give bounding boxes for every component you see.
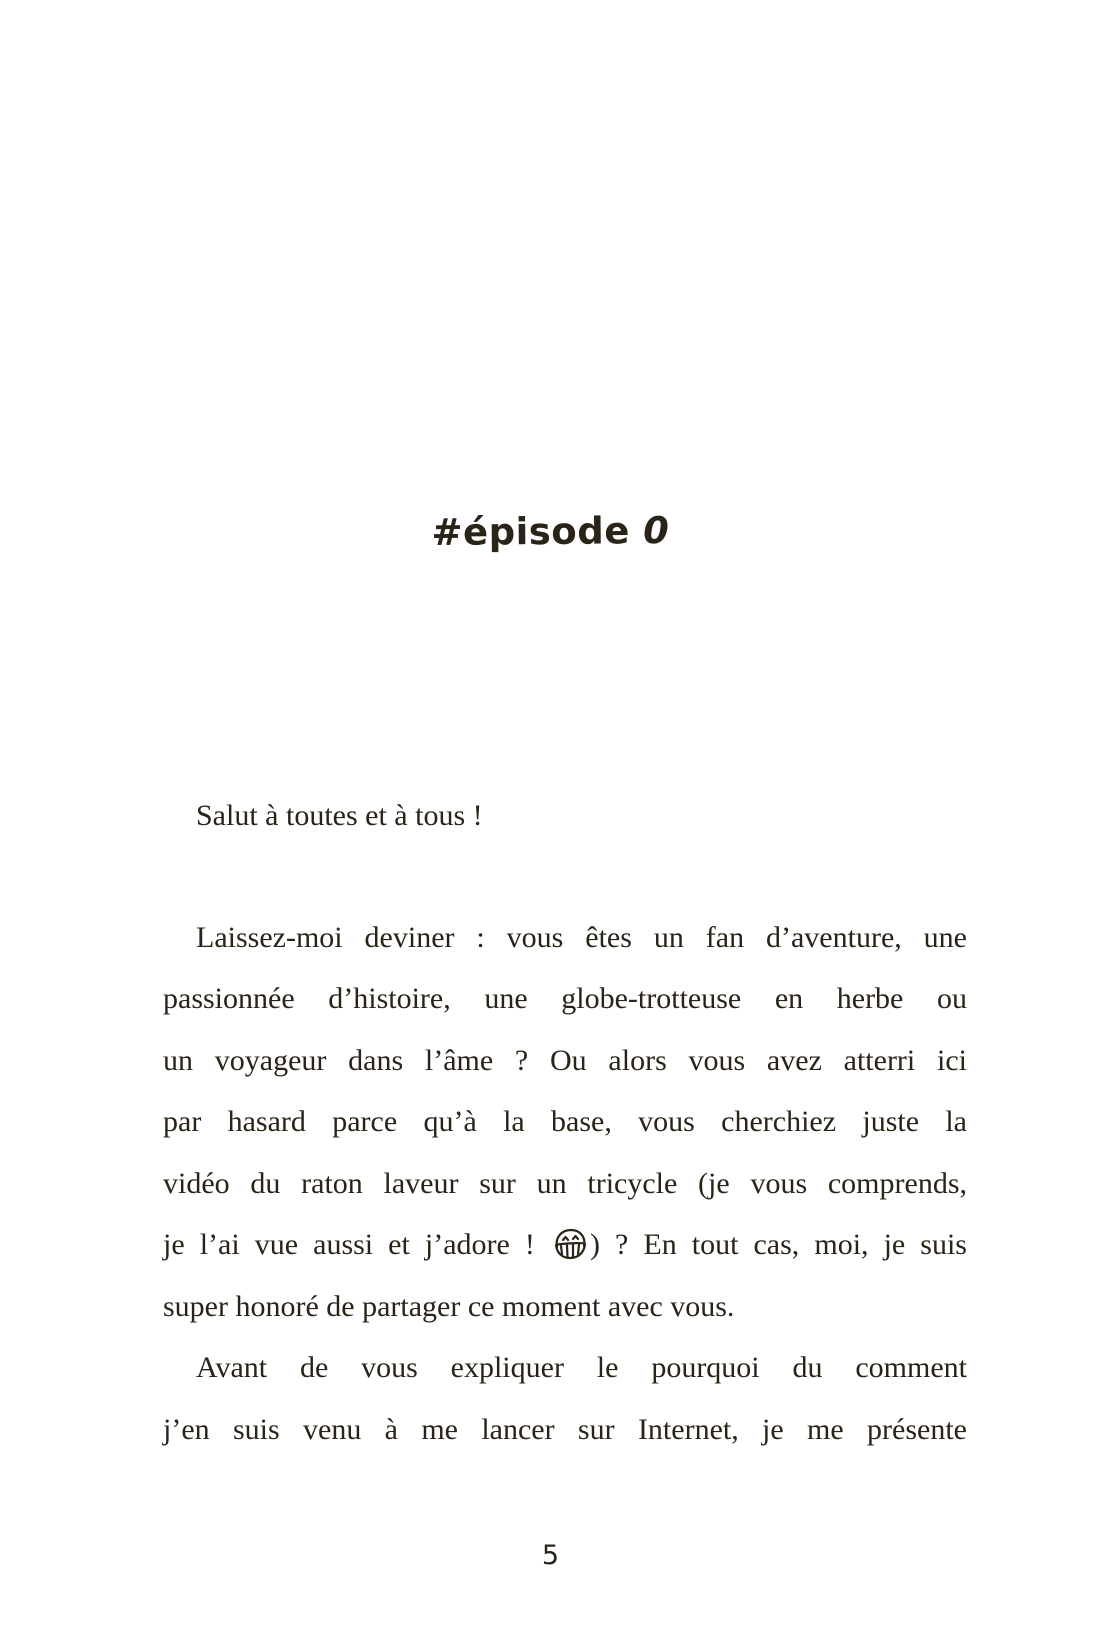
grinning-face-emoji-icon: [552, 1227, 588, 1261]
chapter-title: [0, 505, 1101, 558]
paragraph-2-line-2: passionnée d’histoire, une globe-trotteuse en herbe ou: [163, 982, 967, 1015]
paragraph-2-line-4: par hasard parce qu’à la base, vous cherchiez juste la: [163, 1105, 967, 1138]
page-number: 5: [541, 1540, 560, 1571]
paragraph-3-line-2: j’en suis venu à me lancer sur Internet, je me présente: [163, 1413, 967, 1446]
paragraph-1-line-1: Salut à toutes et à tous !: [196, 799, 483, 832]
paragraph-2-line-6-start: je l’ai vue aussi et j’adore !: [163, 1228, 535, 1261]
chapter-title-text: #épisode: [431, 509, 644, 555]
chapter-number: 0: [643, 508, 670, 553]
paragraph-2-line-3: un voyageur dans l’âme ? Ou alors vous avez atterri ici: [163, 1044, 967, 1077]
paragraph-2-line-6: [163, 1225, 967, 1265]
paragraph-3-line-1: Avant de vous expliquer le pourquoi du comment: [196, 1351, 967, 1384]
paragraph-2-line-6-end: ) ? En tout cas, moi, je suis: [589, 1228, 967, 1261]
paragraph-2-line-1: Laissez-moi deviner : vous êtes un fan d’aventure, une: [196, 921, 967, 954]
paragraph-2-line-5: vidéo du raton laveur sur un tricycle (je vous comprends,: [163, 1167, 967, 1200]
paragraph-2-line-7: super honoré de partager ce moment avec vous.: [163, 1290, 735, 1323]
